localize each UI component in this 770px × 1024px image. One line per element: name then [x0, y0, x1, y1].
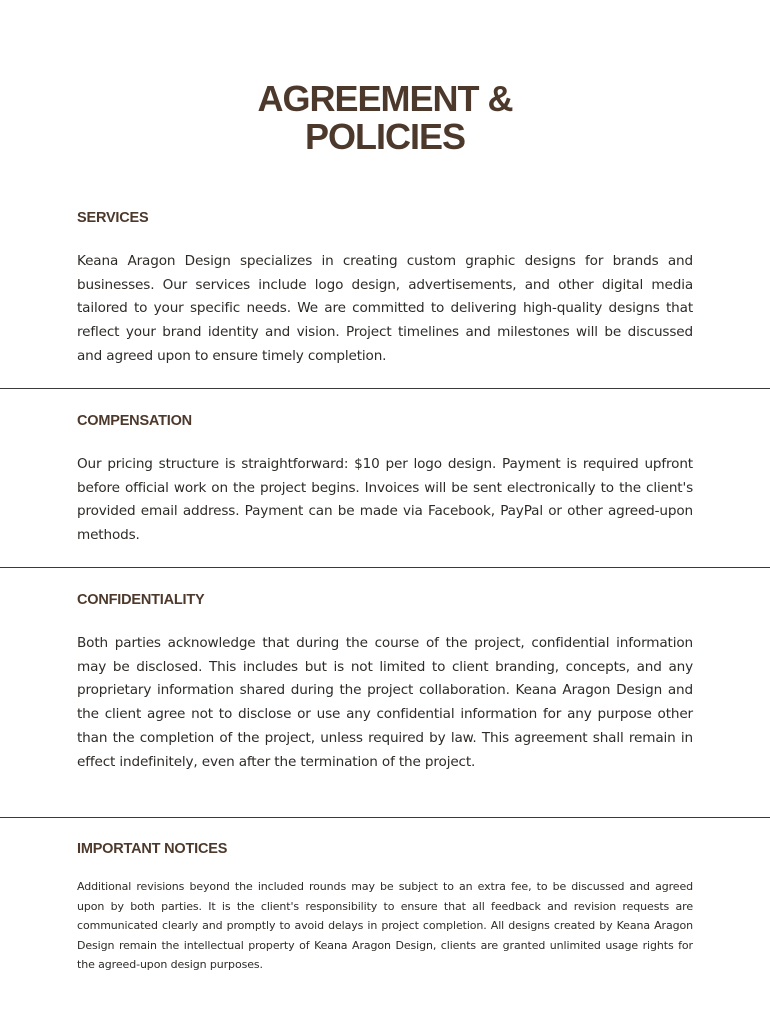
section-divider	[0, 817, 770, 818]
important-notices-section	[77, 841, 693, 975]
page-title	[0, 80, 770, 156]
page-title-line-1: AGREEMENT &	[257, 78, 513, 119]
confidentiality-body: Both parties acknowledge that during the course of the project, confidential information may be disclosed. This includes but is not limited to client branding, concepts, and any proprietary information shared during the project collaboration. Keana Aragon Design and the client agree not to disclose or use any confidential information for any purpose other than the completion of the project, unless required by law. This agreement shall remain in effect indefinitely, even after the termination of the project.	[77, 635, 693, 770]
compensation-section	[77, 413, 693, 548]
section-divider	[0, 388, 770, 389]
confidentiality-section	[77, 592, 693, 774]
services-body: Keana Aragon Design specializes in creating custom graphic designs for brands and businesses. Our services include logo design, advertisements, and other digital media tailored to your specific needs. We are committed to delivering high-quality designs that reflect your brand identity and vision. Project timelines and milestones will be discussed and agreed upon to ensure timely completion.	[77, 253, 693, 364]
services-section	[77, 210, 693, 369]
compensation-body: Our pricing structure is straightforward: $10 per logo design. Payment is required upfront before official work on the project begins. Invoices will be sent electronically to the client's provided email address. Payment can be made via Facebook, PayPal or other agreed-upon methods.	[77, 456, 693, 544]
services-heading: SERVICES	[77, 210, 149, 226]
section-divider	[0, 567, 770, 568]
important-notices-body: Additional revisions beyond the included rounds may be subject to an extra fee, to be discussed and agreed upon by both parties. It is the client's responsibility to ensure that all feedback and revision requests are communicated clearly and promptly to avoid delays in project completion. All designs created by Keana Aragon Design remain the intellectual property of Keana Aragon Design, clients are granted unlimited usage rights for the agreed-upon design purposes.	[77, 880, 693, 971]
important-notices-heading: IMPORTANT NOTICES	[77, 841, 228, 857]
compensation-heading: COMPENSATION	[77, 413, 192, 429]
page-title-line-2: POLICIES	[304, 116, 466, 157]
confidentiality-heading: CONFIDENTIALITY	[77, 592, 205, 608]
